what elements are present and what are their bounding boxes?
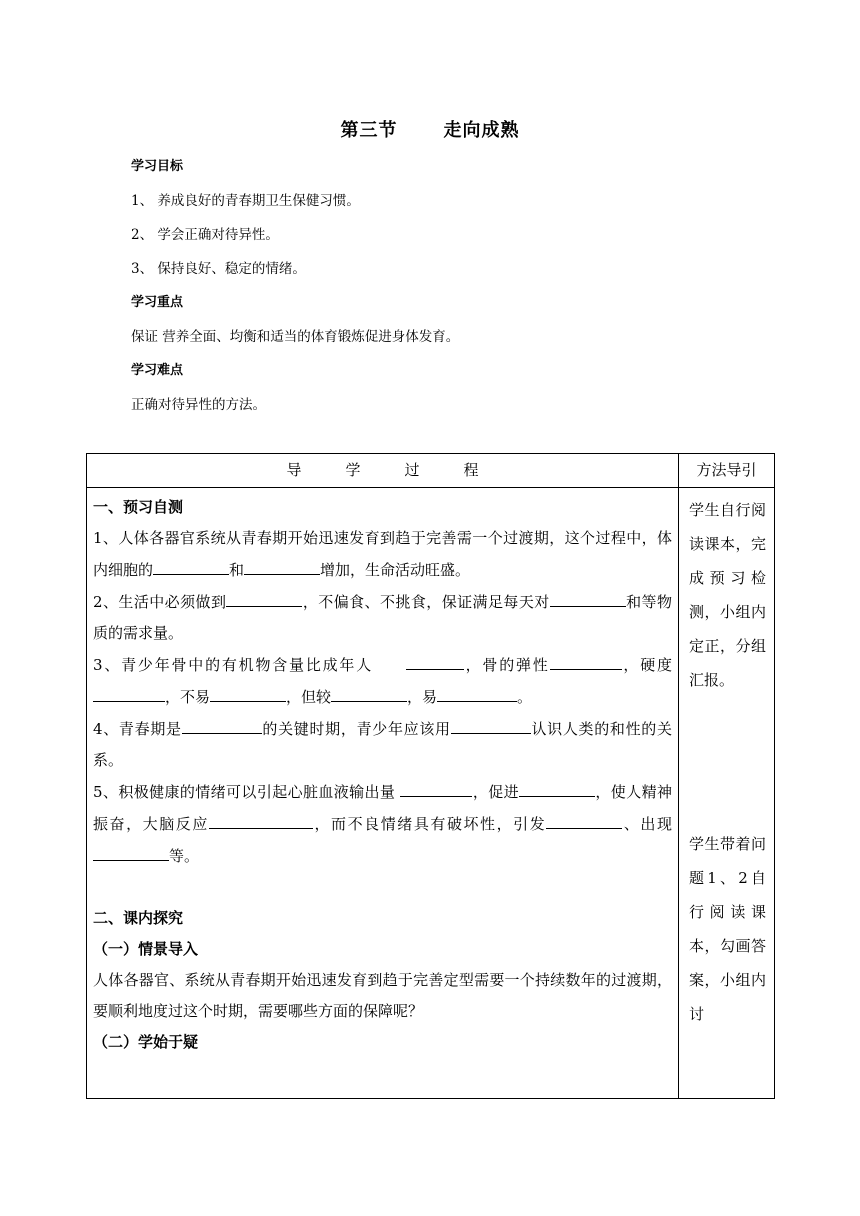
page-title xyxy=(0,116,860,142)
question-2: 2、生活中必须做到 ，不偏食、不挑食，保证满足每天对 和等物质的需求量。 xyxy=(93,586,672,649)
goal-item: 1、 养成良好的青春期卫生保健习惯。 xyxy=(131,193,360,209)
header-char: 导 xyxy=(286,461,302,479)
lesson-table xyxy=(86,453,775,1099)
fill-blank[interactable] xyxy=(546,808,622,829)
header-process xyxy=(87,454,679,488)
spacer xyxy=(93,872,672,903)
method-content xyxy=(679,488,775,1099)
fill-blank[interactable] xyxy=(209,808,313,829)
header-char: 学 xyxy=(345,461,361,479)
fill-blank[interactable] xyxy=(226,586,302,607)
fill-blank[interactable] xyxy=(519,776,595,797)
sub1-text: 人体各器官、系统从青春期开始迅速发育到趋于完善定型需要一个持续数年的过渡期，要顺利地度过这个时期，需要哪些方面的保障呢？ xyxy=(93,971,672,1020)
fill-blank[interactable] xyxy=(153,554,229,575)
intro-block xyxy=(131,156,771,428)
fill-blank[interactable] xyxy=(244,554,320,575)
method-note-1: 学生自行阅读课本，完成预习检测，小组内定正，分组汇报。 xyxy=(689,501,766,689)
question-1: 1、人体各器官系统从青春期开始迅速发育到趋于完善需一个过渡期，这个过程中，体内细胞的 和 增加，生命活动旺盛。 xyxy=(93,529,672,579)
fill-blank[interactable] xyxy=(406,649,464,670)
fill-blank[interactable] xyxy=(182,713,262,734)
header-char: 过 xyxy=(404,461,420,479)
fill-blank[interactable] xyxy=(93,840,169,861)
fill-blank[interactable] xyxy=(550,586,626,607)
goal-item: 2、 学会正确对待异性。 xyxy=(131,227,279,243)
fill-blank[interactable] xyxy=(400,776,472,797)
key-points-heading: 学习重点 xyxy=(131,295,184,310)
fill-blank[interactable] xyxy=(437,681,517,702)
sub1-title: （一）情景导入 xyxy=(93,940,199,958)
section1-title: 一、预习自测 xyxy=(93,498,184,516)
fill-blank[interactable] xyxy=(331,681,407,702)
fill-blank[interactable] xyxy=(210,681,286,702)
method-note-2: 学生带着问题1、2自行阅读课本，勾画答案，小组内讨 xyxy=(689,835,766,1023)
key-points-text: 保证 营养全面、均衡和适当的体育锻炼促进身体发育。 xyxy=(131,329,460,345)
process-content xyxy=(87,488,679,1099)
header-char: 程 xyxy=(463,461,479,479)
question-4: 4、青春期是 的关键时期，青少年应该用 认识人类的和性的关系。 xyxy=(93,713,672,776)
difficulties-text: 正确对待异性的方法。 xyxy=(131,397,266,413)
title-section-number: 第三节 xyxy=(340,120,398,141)
goals-heading: 学习目标 xyxy=(131,159,184,174)
question-3: 3、青少年骨中的有机物含量比成年人 ，骨的弹性 ，硬度，不易 ，但较 ，易 。 xyxy=(93,649,672,713)
header-method: 方法导引 xyxy=(679,454,775,488)
goal-item: 3、 保持良好、稳定的情绪。 xyxy=(131,261,306,277)
sub2-title: （二）学始于疑 xyxy=(93,1033,199,1051)
fill-blank[interactable] xyxy=(550,649,622,670)
fill-blank[interactable] xyxy=(451,713,531,734)
fill-blank[interactable] xyxy=(93,681,165,702)
difficulties-heading: 学习难点 xyxy=(131,363,184,378)
title-topic: 走向成熟 xyxy=(443,120,520,141)
section2-title: 二、课内探究 xyxy=(93,909,184,927)
question-5: 5、积极健康的情绪可以引起心脏血液输出量 ，促进 ，使人精神振奋，大脑反应 ，而不良情绪具有破坏性，引发 、出现等。 xyxy=(93,776,672,872)
